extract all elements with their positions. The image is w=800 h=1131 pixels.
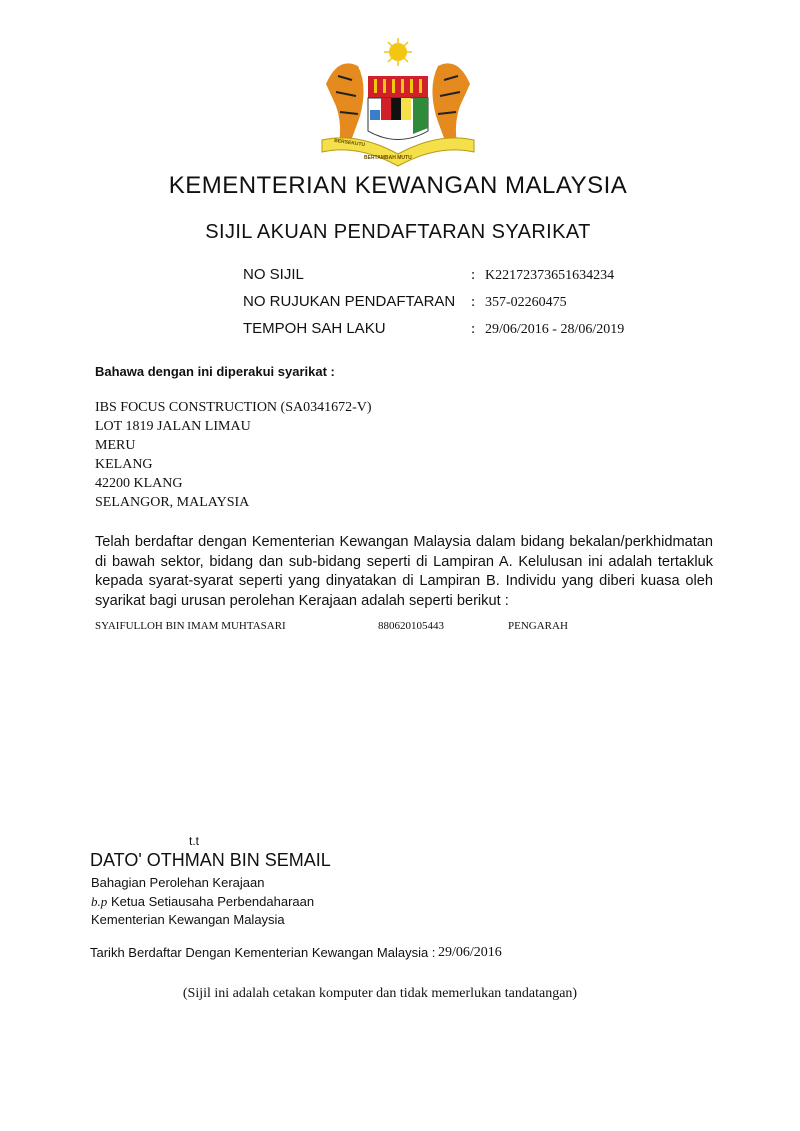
certificate-title: SIJIL AKUAN PENDAFTARAN SYARIKAT [205,221,591,243]
crest-motto-bottom: BERTAMBAH MUTU [364,155,412,161]
signatory-name: DATO' OTHMAN BIN SEMAIL [90,850,331,870]
detail-value-no-rujukan: 357-02260475 [485,295,567,310]
address-line: LOT 1819 JALAN LIMAU [95,419,251,434]
signatory-title: Ketua Setiausaha Perbendaharaan [111,894,315,909]
authorized-person-name: SYAIFULLOH BIN IMAM MUHTASARI [95,620,286,632]
detail-value-tempoh: 29/06/2016 - 28/06/2019 [485,322,625,337]
intro-text: Bahawa dengan ini diperakui syarikat : [95,364,335,379]
registration-statement: Telah berdaftar dengan Kementerian Kewangan Malaysia dalam bidang bekalan/perkhidmatan di bawah sektor, bidang dan sub-bidang seperti di Lampiran A. Kelulusan ini adalah tertakluk kepada syarat-syarat seperti yang dinyatakan di Lampiran B. Individu yang diberi kuasa oleh syarikat bagi urusan perolehan Kerajaan adalah seperti berikut : [95,534,713,609]
detail-value-no-sijil: K22172373651634234 [485,268,615,283]
bp-mark: b.p [91,894,108,909]
detail-colon: : [471,267,476,283]
signatory-department: Bahagian Perolehan Kerajaan [91,875,265,890]
ministry-title: KEMENTERIAN KEWANGAN MALAYSIA [168,172,628,199]
signatory-ministry: Kementerian Kewangan Malaysia [91,912,285,927]
address-line: MERU [95,438,136,453]
detail-colon: : [471,294,476,310]
address-line: 42200 KLANG [95,476,183,491]
crest-motto-left: BERSEKUTU [333,137,366,149]
detail-colon: : [471,321,476,337]
authorized-person-position: PENGARAH [508,620,568,632]
registration-date-value: 29/06/2016 [438,945,502,960]
authorized-person-ic: 880620105443 [378,620,444,632]
registration-date-label: Tarikh Berdaftar Dengan Kementerian Kewangan Malaysia : [90,945,436,960]
footer-note: (Sijil ini adalah cetakan komputer dan tidak memerlukan tandatangan) [182,986,578,1001]
address-line: KELANG [95,457,153,472]
tt-mark: t.t [189,834,200,848]
detail-label-no-sijil: NO SIJIL [243,266,304,283]
address-line: IBS FOCUS CONSTRUCTION (SA0341672-V) [95,400,372,415]
address-line: SELANGOR, MALAYSIA [95,495,250,510]
malaysia-coat-of-arms-logo [318,36,478,168]
detail-label-no-rujukan: NO RUJUKAN PENDAFTARAN [243,293,456,310]
detail-label-tempoh: TEMPOH SAH LAKU [243,320,386,337]
